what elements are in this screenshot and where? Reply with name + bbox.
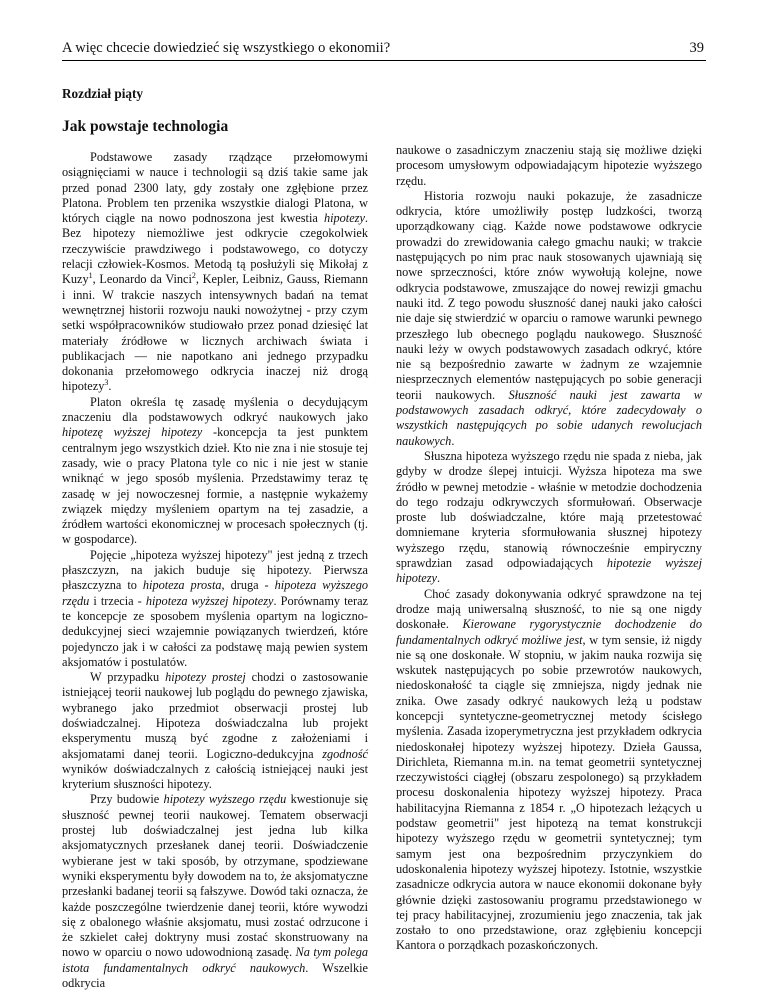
footnote-ref: 2 <box>191 271 196 281</box>
running-header <box>62 38 706 61</box>
paragraph: naukowe o zasadniczym znaczeniu stają się możliwe dzięki procesom umysłowym odpowiadającym hipotezie wyższego rzędu. <box>396 143 702 188</box>
paragraph: W przypadku hipotezy prostej chodzi o zastosowanie istniejącej teorii naukowej lub poglądu do pewnego zjawiska, wybranego jako przedmiot obserwacji prostej lub doświadczalnej. Hipoteza doświadczalna lub projekt eksperymentu muszą być zgodne z założeniami i aksjomatami danej teorii. Logiczno-dedukcyjna zgodność wyników doświadczalnych z całością istniejącej nauki jest kryterium słuszności hipotezy. <box>62 670 368 792</box>
footnote-ref: 3 <box>104 378 109 388</box>
paragraph: Choć zasady dokonywania odkryć sprawdzone na tej drodze mają uniwersalną słuszność, to nie są one nigdy doskonałe. Kierowane rygorystycznie dochodzenie do fundamentalnych odkryć możliwe jest, w tym sensie, iż nigdy nie są one doskonałe. W stopniu, w jakim nauka rozwija się wskutek następujących po sobie przewrotów naukowych, niedoskonałość ta ciągle się zmniejsza, nigdy jednak nie znika. Owe zasady odkryć naukowych leżą u podstaw koncepcji syntetyczne-geometrycznej metody ścisłego myślenia. Zasada izoperymetryczna jest przykładem odkrycia niedoskonałej hipotezy wyższej hipotezy. Dzieła Gaussa, Dirichleta, Riemanna m.in. na temat geometrii syntetycznej rzeczywistości ciągłej (obszaru zespolonego) są przykładem procesu doskonalenia hipotezy wyższej hipotezy. Praca habilitacyjna Riemanna z 1854 r. „O hipotezach leżących u podstaw geometrii" jest hipotezą na temat konstrukcji hipotezy wyższego rzędu w geometrii syntetycznej; tym samym jest ona bezpośrednim przyczynkiem do udoskonalenia hipotezy wyższej hipotezy. Istotnie, wszystkie zasadnicze odkrycia autora w nauce ekonomii dokonane były głównie dzięki zastosowaniu programu przedstawionego w tej pracy habilitacyjnej, zrozumieniu jego znaczenia, tak jak zostało to ono przedstawione, oraz zgłębieniu koncepcji Kantora o porządkach pozaskończonych. <box>396 586 702 953</box>
paragraph: Słuszna hipoteza wyższego rzędu nie spada z nieba, jak gdyby w drodze ślepej intuicji. Wyższa hipoteza ma swe źródło w pewnej metodzie - właśnie w metodzie dochodzenia do tego rodzaju odkrywczych sformułowań. Obserwacje proste lub doświadczalne, które mają przetestować domniemane kryteria sformułowania słusznej hipotezy wyższego rzędu, stanowią równocześnie empiryczny sprawdzian zasad odpowiadających hipotezie wyższej hipotezy. <box>396 448 702 586</box>
page-number: 39 <box>689 40 704 56</box>
paragraph: Przy budowie hipotezy wyższego rzędu kwestionuje się słuszność pewnej teorii naukowej. Tematem obserwacji prostej lub doświadczalnej jest jedna lub kilka aksjomatycznych przesłanek danej teorii. Doświadczenie wybierane jest w taki sposób, by otrzymane, spodziewane wyniki eksperymentu były dowodem na to, że aksjomatyczne przesłanki badanej teorii są fałszywe. Dowód taki oznacza, że każde poszczególne twierdzenie danej teorii, które wywodzi się z obalonego właśnie aksjomatu, musi zostać odrzucone i że szkielet całej doktryny musi zostać skonstruowany na nowo w oparciu o nowo udowodnioną zasadę. Na tym polega istota fundamentalnych odkryć naukowych. Wszelkie odkrycia <box>62 792 369 991</box>
right-column <box>396 143 702 954</box>
chapter-label: Rozdział piąty <box>62 86 143 101</box>
chapter-title: Jak powstaje technologia <box>62 118 229 135</box>
footnote-ref: 1 <box>88 271 93 281</box>
paragraph: Platon określa tę zasadę myślenia o decydującym znaczeniu dla podstawowych odkryć naukowych jako hipotezę wyższej hipotezy -koncepcja ta jest punktem centralnym jego wszystkich dzieł. Kto nie zna i nie stosuje tej zasady, wie o pracy Platona tyle co nic i nie jest w stanie wniknąć w jego sposób myślenia. Przedstawimy teraz tę zasadę w jej nowoczesnej formie, a następnie wykażemy związek między myśleniem opartym na tej zasadzie, a źródłem wartości ekonomicznej w procesach społecznych (tj. w gospodarce). <box>62 394 369 547</box>
paragraph: Pojęcie „hipoteza wyższej hipotezy" jest jedną z trzech płaszczyzn, na jakich buduje się hipotezy. Pierwsza płaszczyzna to hipoteza prosta, druga - hipoteza wyższego rzędu i trzecia - hipoteza wyższej hipotezy. Porównamy teraz te koncepcje ze sposobem myślenia opartym na logiczno-dedukcyjnej sieci wzajemnie powiązanych twierdzeń, które pojedynczo jak i w całości za podstawę mają pewien system aksjomatów i postulatów. <box>62 547 369 669</box>
running-title: A więc chcecie dowiedzieć się wszystkiego o ekonomii? <box>62 40 391 56</box>
paragraph: Podstawowe zasady rządzące przełomowymi osiągnięciami w nauce i technologii są dziś takie same jak przed ponad 2300 laty, gdy zostały one zgłębione przez Platona. Problem ten przenika wszystkie dialogi Platona, w których ciągle na nowo podnoszona jest kwestia hipotezy. Bez hipotezy niemożliwe jest odkrycie czegokolwiek rzeczywiście prawdziwego i podstawowego, co dotyczy relacji człowiek-Kosmos. Metodą tą posłużyli się Mikołaj z Kuzy$^1$, Leonardo da Vinci$^2$, Kepler, Leibniz, Gauss, Riemann i inni. W trakcie naszych intensywnych badań na temat wewnętrznej historii rozwoju nauki nowożytnej - przy czym setki współpracowników studiowało przez ponad dziesięć lat materiały źródłowe w licznych archiwach świata i publikacjach — nie napotkano ani jednego przypadku dokonania przełomowego odkrycia inaczej niż drogą hipotezy$^3$. <box>62 150 368 394</box>
left-column <box>62 150 368 991</box>
paragraph: Historia rozwoju nauki pokazuje, że zasadnicze odkrycia, które umożliwiły postęp ludzkości, tworzą uporządkowany ciąg. Każde nowe podstawowe odkrycie prowadzi do zrewidowania całego gmachu nauki; w trakcie następujących po nim prac nauk stosowanych ujawniają się nowe sprzeczności, które znów wywołują kolejne, nowe odkrycia podstawowe, zmuszające do nowej rewizji gmachu nauki itd. Z tego powodu słuszność danej nauki jako całości nie daje się stwierdzić w oparciu o ramowe warunki pewnego przeszłego lub obecnego poglądu naukowego. Słuszność nauki leży w owych podstawowych zasadach odkryć, które nie są bezpośrednio zawarte w żadnym ze wzajemnie niesprzecznych elementów następujących po sobie generacji teorii naukowych. Słuszność nauki jest zawarta w podstawowych zasadach odkryć, które zadecydowały o wszystkich następujących po sobie udanych rewolucjach naukowych. <box>396 188 702 448</box>
